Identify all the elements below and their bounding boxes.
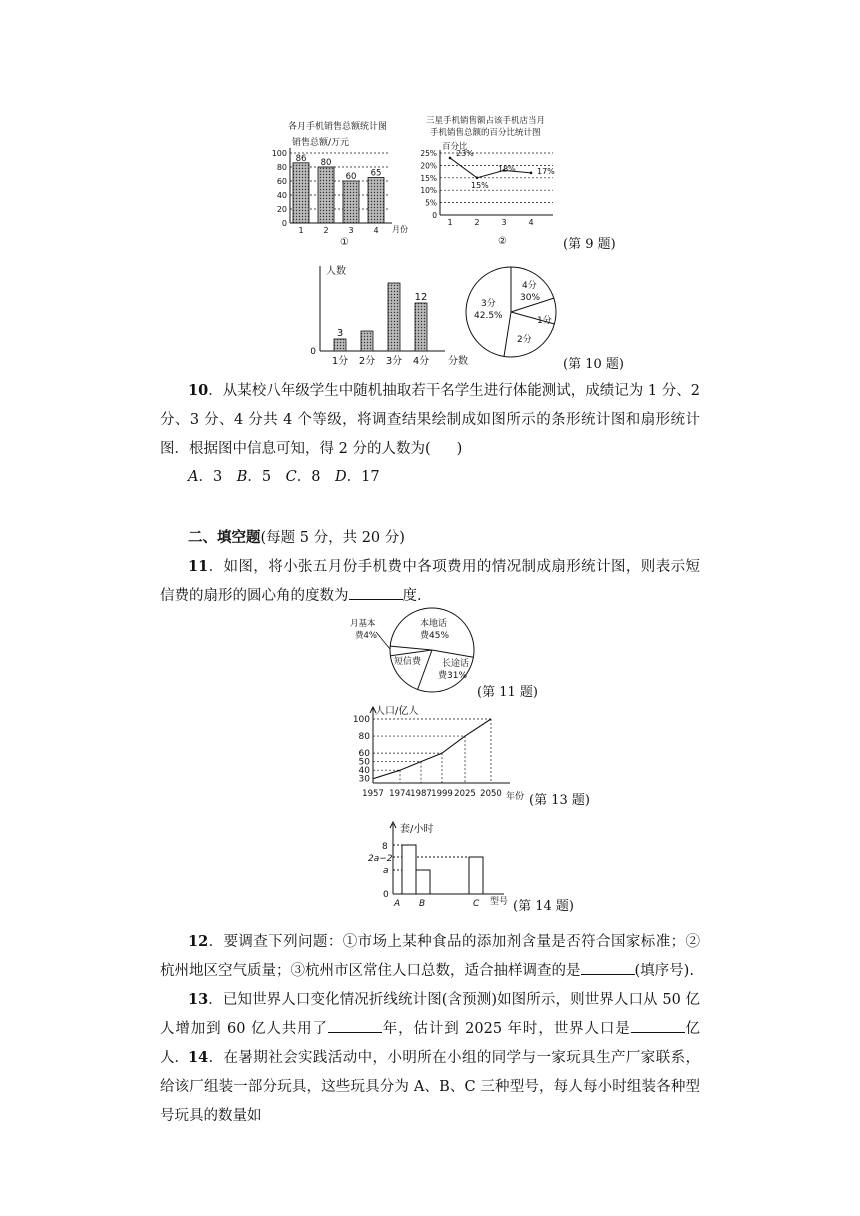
x-axis-label: 月份 — [392, 225, 408, 234]
section-note: (每题 5 分，共 20 分) — [260, 530, 405, 546]
question-text-end: (填序号). — [634, 963, 694, 979]
pie-divider — [418, 650, 432, 690]
y-tick-label: 0 — [310, 347, 316, 357]
option-value: 3 — [212, 469, 223, 485]
x-tick-label: 2 — [323, 226, 329, 235]
question-14 — [160, 1043, 700, 1131]
y-tick-label: 15% — [420, 173, 437, 183]
y-tick-label: 2a−2 — [368, 854, 393, 864]
x-tick-label: 1957 — [362, 789, 384, 799]
y-tick-label: 0 — [383, 890, 389, 900]
question-text-end: 度． — [402, 588, 432, 604]
pie-pct-4fen: 30% — [520, 293, 541, 303]
fig14-bar-chart — [364, 820, 514, 912]
label-sms: 短信费 — [394, 657, 422, 667]
y-axis-label: 人数 — [326, 266, 346, 277]
data-label: 60 — [345, 172, 357, 182]
data-label: 12 — [414, 292, 428, 303]
option-letter: A — [188, 469, 199, 485]
chart-title-line1: 三星手机销售额占该手机店当月 — [426, 116, 546, 126]
question-10-options: A．3 B．5 C．8 D．17 — [188, 469, 380, 485]
chart-title: 各月手机销售总额统计图 — [288, 122, 388, 132]
fig14-bar-svg — [364, 820, 514, 912]
fig9-line-chart — [418, 110, 568, 250]
data-label: 3 — [336, 328, 344, 339]
answer-blank — [328, 1018, 382, 1033]
bar-A — [402, 845, 416, 894]
figure-label: ② — [498, 236, 507, 247]
fig14-caption: (第 14 题) — [513, 899, 574, 914]
pie-label-1fen: 1分 — [537, 316, 552, 326]
question-text: ．从某校八年级学生中随机抽取若干名学生进行体能测试，成绩记为 1 分、2 分、3 分、4 分共 4 个等级，将调查结果绘制成如图所示的条形统计图和扇形统计图．根据图中信息可知，得 2 分的人数为( — [160, 383, 700, 457]
pie-divider — [504, 312, 511, 357]
option-value: 5 — [261, 469, 272, 485]
series-line — [373, 719, 491, 779]
label-basic: 月基本 — [350, 619, 376, 629]
question-number: 12 — [188, 933, 209, 950]
question-number: 14 — [188, 1049, 209, 1066]
x-tick-label: 1974 — [389, 789, 411, 799]
data-point — [530, 172, 533, 175]
x-tick-label: 4 — [373, 226, 379, 235]
question-11 — [160, 552, 700, 611]
fig11-caption: (第 11 题) — [477, 685, 538, 700]
question-number: 13 — [188, 991, 209, 1008]
x-tick-label: 3 — [348, 226, 354, 235]
y-tick-label: 80 — [276, 163, 287, 172]
y-tick-label: 40 — [276, 191, 287, 200]
data-label: 80 — [320, 158, 332, 168]
y-tick-label: 5% — [425, 198, 437, 208]
question-text: ．要调查下列问题：①市场上某种食品的添加剂含量是否符合国家标准；②杭州地区空气质量；③杭州市区常住人口总数，适合抽样调查的是 — [160, 934, 700, 979]
x-tick-label: 2 — [474, 218, 480, 227]
data-label: 23% — [456, 148, 474, 158]
data-label: 18% — [498, 164, 516, 174]
fig10-bar-svg — [300, 260, 470, 370]
figure-label: ① — [340, 237, 349, 248]
x-tick-label: 1987 — [410, 789, 432, 799]
question-12 — [160, 927, 700, 986]
x-tick-label: 1分 — [331, 356, 349, 367]
fig10-bar-chart — [300, 260, 470, 370]
x-tick-label: 1 — [447, 218, 453, 227]
data-label: 86 — [295, 153, 307, 164]
bar — [361, 331, 373, 351]
option-letter: B — [236, 469, 248, 485]
series-line — [450, 158, 531, 178]
question-number: 10 — [188, 382, 209, 399]
y-axis-label: 百分比 — [442, 142, 468, 152]
pie-label-3fen: 3分 — [481, 299, 496, 309]
fig9-bar-svg — [268, 116, 428, 251]
x-tick-label: B — [419, 899, 426, 909]
fig9-line-svg — [418, 110, 568, 250]
question-text: ．如图，将小张五月份手机费中各项费用的情况制成扇形统计图，则表示短信费的扇形的圆心角的度数为 — [160, 559, 700, 604]
fig13-line-svg — [345, 700, 535, 805]
y-tick-label: 80 — [358, 732, 370, 743]
bar — [388, 283, 400, 351]
option-letter: C — [285, 469, 297, 485]
x-tick-label: 3 — [501, 218, 507, 227]
leader-line — [376, 632, 390, 649]
pie-label-2fen: 2分 — [517, 335, 532, 345]
bar — [334, 339, 346, 351]
bar — [293, 163, 309, 223]
x-tick-label: A — [394, 899, 401, 909]
x-tick-label: 3分 — [385, 356, 403, 367]
y-tick-label: 50 — [358, 757, 370, 768]
bar — [415, 303, 427, 351]
x-axis-label: 分数 — [448, 356, 468, 367]
question-text-mid: 年，估计到 2025 年时，世界人口是 — [381, 1021, 631, 1037]
y-tick-label: a — [383, 866, 389, 876]
bar-C — [469, 857, 483, 894]
data-label: 17% — [537, 166, 555, 176]
fig9-bar-chart — [268, 116, 428, 251]
fig13-line-chart — [345, 700, 535, 805]
answer-blank — [631, 1018, 685, 1033]
question-text: ．在暑期社会实践活动中，小明所在小组的同学与一家玩具生产厂家联系，给该厂组装一部分玩具，这些玩具分为 A、B、C 三种型号，每人每小时组装各种型号玩具的数量如 — [160, 1050, 700, 1124]
y-tick-label: 30 — [358, 774, 370, 785]
y-tick-label: 100 — [271, 149, 287, 158]
x-tick-label: 1 — [298, 226, 304, 235]
data-label: 65 — [370, 168, 382, 179]
x-tick-label: 2分 — [358, 356, 376, 367]
section-title: 二、填空题 — [188, 529, 261, 546]
fig9-caption: (第 9 题) — [563, 237, 616, 252]
question-text-end: 亿人． — [160, 1021, 701, 1066]
bar-B — [416, 870, 430, 894]
question-10 — [160, 376, 700, 464]
bar — [318, 167, 334, 223]
x-axis-label: 年份 — [506, 792, 525, 802]
data-point — [449, 157, 452, 160]
answer-blank — [349, 585, 403, 600]
x-tick-label: 2025 — [454, 789, 476, 799]
option-value: 8 — [311, 469, 321, 485]
y-tick-label: 0 — [432, 211, 437, 220]
fig10-pie-chart — [462, 264, 562, 364]
y-tick-label: 25% — [420, 149, 437, 158]
y-axis-label: 销售总额/万元 — [292, 138, 350, 148]
label-long: 长途话 — [442, 659, 470, 669]
y-axis-label: 人口/亿人 — [375, 706, 419, 717]
y-tick-label: 40 — [358, 766, 370, 777]
answer-blank — [581, 960, 635, 975]
y-tick-label: 0 — [281, 219, 287, 228]
x-tick-label: C — [473, 899, 480, 909]
x-tick-label: 2050 — [480, 789, 502, 799]
pie-label-4fen: 4分 — [522, 281, 537, 291]
pie-divider — [391, 650, 432, 656]
question-number: 11 — [188, 558, 209, 575]
y-tick-label: 60 — [276, 177, 287, 186]
section-2-heading — [160, 523, 700, 553]
pie-pct-3fen: 42.5% — [474, 311, 503, 321]
x-axis-label: 型号 — [490, 897, 509, 907]
option-letter: D — [334, 469, 347, 485]
x-tick-label: 1999 — [431, 789, 453, 799]
label-long-pct: 费31% — [438, 671, 468, 681]
y-tick-label: 60 — [358, 749, 370, 760]
data-point — [476, 177, 479, 180]
y-axis-label: 套/小时 — [400, 824, 434, 835]
y-tick-label: 100 — [352, 715, 370, 725]
y-tick-label: 10% — [420, 186, 437, 196]
fig10-pie-svg — [462, 264, 562, 364]
option-value: 17 — [361, 469, 380, 485]
label-local: 本地话 — [420, 619, 448, 629]
chart-title-line2: 手机销售总额的百分比统计图 — [430, 128, 541, 138]
question-text-end: ) — [456, 441, 463, 457]
fig13-caption: (第 13 题) — [529, 793, 590, 808]
question-text: ．已知世界人口变化情况折线统计图(含预测)如图所示，则世界人口从 50 亿人增加到 60 亿人共用了 — [160, 992, 700, 1037]
fig11-pie-chart — [350, 606, 480, 696]
x-tick-label: 4分 — [412, 356, 430, 367]
data-label: 15% — [471, 180, 489, 190]
y-tick-label: 20% — [420, 161, 437, 171]
pie-divider — [432, 650, 473, 657]
bar — [368, 178, 384, 224]
fig11-pie-svg — [350, 606, 480, 696]
x-tick-label: 4 — [528, 218, 534, 227]
y-tick-label: 20 — [276, 205, 287, 214]
label-basic-pct: 费4% — [355, 631, 377, 641]
fig10-caption: (第 10 题) — [563, 357, 624, 372]
y-tick-label: 8 — [382, 842, 388, 852]
label-local-pct: 费45% — [420, 631, 450, 641]
bar — [343, 181, 359, 223]
pie-divider — [390, 646, 432, 650]
